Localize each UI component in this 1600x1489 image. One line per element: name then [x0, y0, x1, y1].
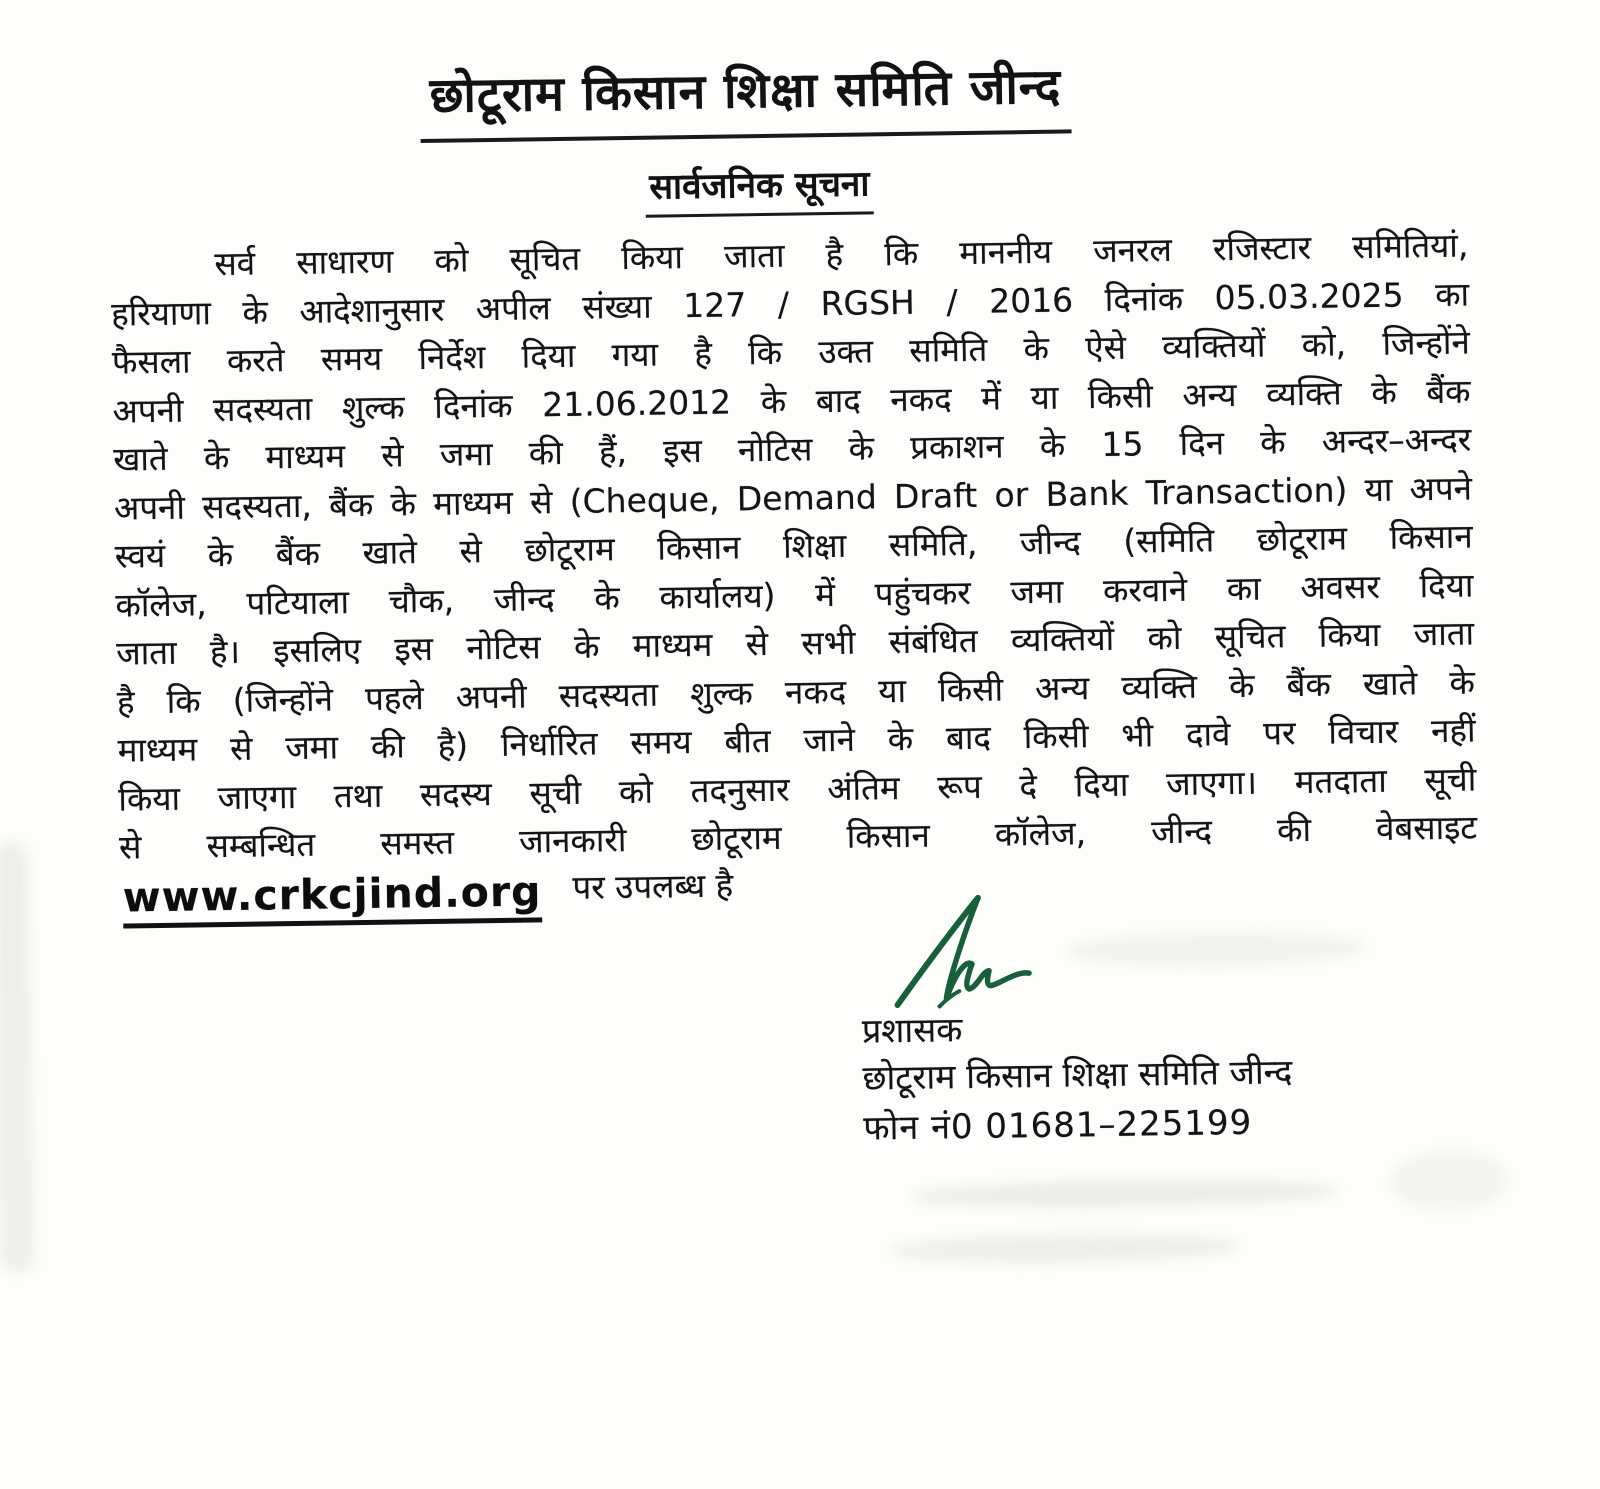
notice-line: अपनी सदस्यता, बैंक के माध्यम से (Cheque, Demand Draft or Bank Transaction) या अपने: [113, 468, 1473, 528]
notice-line: माध्यम से जमा की है) निर्धारित समय बीत जाने के बाद किसी भी दावे पर विचार नहीं: [117, 710, 1476, 770]
notice-line: से सम्बन्धित समस्त जानकारी छोटूराम किसान कॉलेज, जीन्द की वेबसाइट: [118, 807, 1478, 867]
title-row: [0, 46, 1499, 149]
website-suffix-text: पर उपलब्ध है: [572, 865, 734, 907]
page-title: छोटूराम किसान शिक्षा समिति जीन्द: [419, 52, 1072, 143]
notice-subtitle: सार्वजनिक सूचना: [645, 159, 874, 217]
signatory-role: प्रशासक: [861, 1010, 963, 1052]
notice-line: स्वयं के बैंक खाते से छोटूराम किसान शिक्षा समिति, जीन्द (समिति छोटूराम किसान: [114, 516, 1473, 576]
scan-smudge: [0, 842, 34, 1272]
scan-smudge: [909, 1178, 1339, 1210]
notice-line: खाते के माध्यम से जमा की हैं, इस नोटिस के प्रकाशन के 15 दिन के अन्दर–अन्दर: [113, 419, 1472, 479]
scan-smudge: [1389, 1150, 1510, 1212]
website-line: [122, 862, 733, 929]
notice-line: हरियाणा के आदेशानुसार अपील संख्या 127 / RGSH / 2016 दिनांक 05.03.2025 का: [110, 274, 1470, 334]
signatory-organization: छोटूराम किसान शिक्षा समिति जीन्द: [862, 1052, 1293, 1099]
notice-body: [110, 222, 1477, 873]
signature-icon: [868, 885, 1060, 1016]
notice-line: अपनी सदस्यता शुल्क दिनांक 21.06.2012 के बाद नकद में या किसी अन्य व्यक्ति के बैंक: [112, 371, 1471, 431]
website-url: www.crkcjind.org: [122, 867, 541, 928]
notice-line: सर्व साधारण को सूचित किया जाता है कि माननीय जनरल रजिस्टार समितियां,: [214, 225, 1469, 284]
scan-smudge: [890, 1232, 1240, 1265]
signatory-phone: फोन नं0 01681–225199: [863, 1102, 1253, 1149]
signature-block: [860, 879, 1424, 1153]
notice-line: है कि (जिन्होंने पहले अपनी सदस्यता शुल्क नकद या किसी अन्य व्यक्ति के बैंक खाते के: [116, 661, 1476, 722]
notice-line: फैसला करते समय निर्देश दिया गया है कि उक्त समिति के ऐसे व्यक्तियों को, जिन्होंने: [111, 322, 1471, 382]
notice-line: जाता है। इसलिए इस नोटिस के माध्यम से सभी संबंधित व्यक्तियों को सूचित किया जाता: [115, 613, 1475, 673]
notice-line: कॉलेज, पटियाला चौक, जीन्द के कार्यालय) में पहुंचकर जमा करवाने का अवसर दिया: [115, 564, 1474, 625]
subtitle-row: [0, 150, 1525, 228]
notice-line: किया जाएगा तथा सदस्य सूची को तदनुसार अंतिम रूप दे दिया जाएगा। मतदाता सूची: [118, 758, 1477, 819]
